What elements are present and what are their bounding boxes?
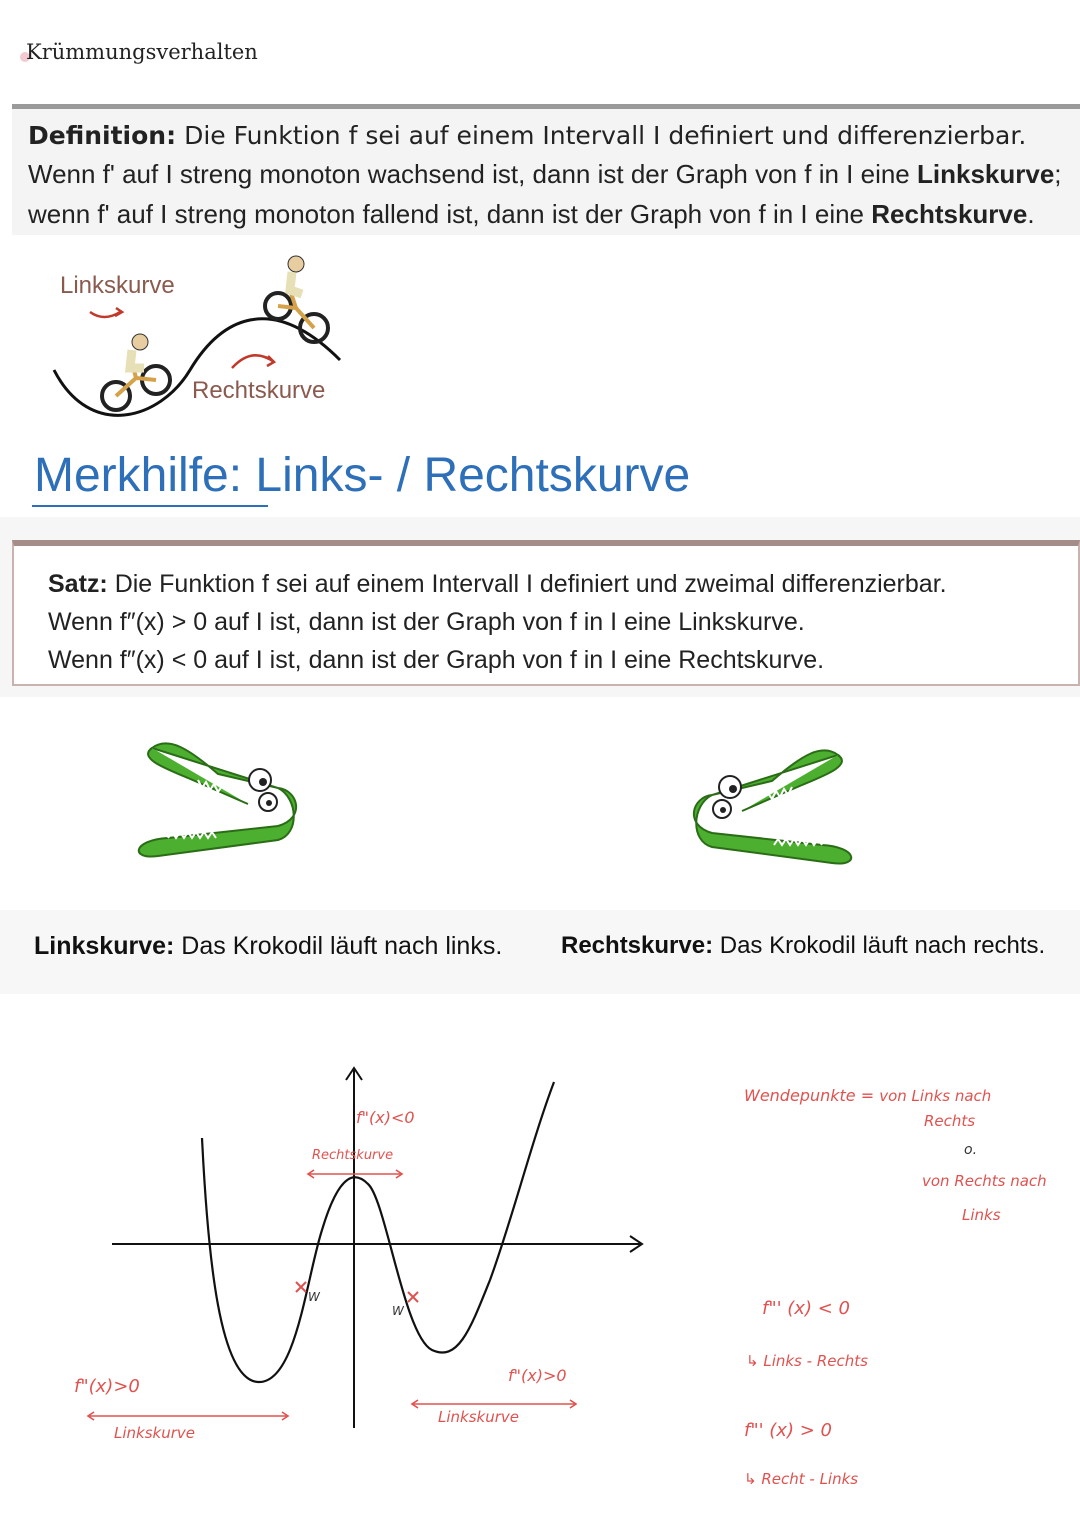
- caption-rechtskurve-bold: Rechtskurve:: [561, 932, 714, 959]
- sketch-top-label: Rechtskurve: [312, 1148, 394, 1163]
- cyclist-lower-icon: [102, 334, 170, 410]
- note-links: Links: [962, 1206, 1001, 1224]
- sketch-left-condition: f"(x)>0: [74, 1376, 140, 1397]
- cyclist-upper-icon: [265, 256, 328, 342]
- satz-label: Satz:: [48, 570, 108, 598]
- note-condition-1: f"' (x) < 0: [762, 1298, 850, 1319]
- definition-line-3: [28, 199, 1035, 230]
- merkhilfe-underline: [32, 505, 268, 507]
- sketch-top-condition: f"(x)<0: [356, 1108, 415, 1127]
- satz-box: [12, 540, 1080, 686]
- note-von-links-nach: von Links nach: [879, 1087, 992, 1105]
- note-oder: o.: [964, 1142, 978, 1158]
- crocodile-right-icon: [682, 735, 862, 871]
- merkhilfe-heading: Merkhilfe: Links- / Rechtskurve: [34, 449, 691, 502]
- caption-linkskurve-text: Das Krokodil läuft nach links.: [174, 932, 503, 960]
- sketch-right-label: Linkskurve: [438, 1408, 519, 1426]
- satz-line-2: Wenn f″(x) > 0 auf I ist, dann ist der Graph von f in I eine Linkskurve.: [48, 608, 805, 636]
- caption-linkskurve-bold: Linkskurve:: [34, 932, 175, 960]
- satz-line-3: Wenn f″(x) < 0 auf I ist, dann ist der Graph von f in I eine Rechtskurve.: [48, 646, 825, 674]
- sketch-inflection-label-1: W: [308, 1290, 320, 1304]
- bike-label-rechtskurve: Rechtskurve: [192, 377, 326, 404]
- caption-rechtskurve-text: Das Krokodil läuft nach rechts.: [713, 932, 1046, 959]
- definition-label: Definition:: [28, 121, 177, 150]
- note-rechts: Rechts: [924, 1112, 976, 1130]
- linkskurve-right-range-arrow: [412, 1400, 576, 1408]
- note-von-rechts-nach: von Rechts nach: [922, 1172, 1047, 1190]
- definition-line-2: [28, 159, 1062, 190]
- function-graph: [202, 1082, 554, 1382]
- note-wendepunkte-term: Wendepunkte =: [744, 1086, 875, 1105]
- note-result-2: ↳ Recht - Links: [744, 1470, 859, 1488]
- satz-text-1: Die Funktion f sei auf einem Intervall I definiert und zweimal differenzierbar.: [114, 570, 947, 598]
- linkskurve-left-range-arrow: [88, 1412, 288, 1420]
- caption-rechtskurve: [561, 932, 1045, 960]
- definition-box: [12, 104, 1080, 235]
- crocodile-left-icon: [128, 728, 308, 864]
- definition-line-1: [28, 121, 1026, 150]
- note-condition-2: f"' (x) > 0: [744, 1420, 832, 1441]
- sketch-left-label: Linkskurve: [114, 1424, 195, 1442]
- definition-text-2: Wenn f' auf I streng monoton wachsend ist, dann ist der Graph von f in I eine: [28, 159, 910, 189]
- definition-punct-3: .: [1027, 199, 1035, 229]
- definition-text-1: Die Funktion f sei auf einem Intervall I definiert und differenzierbar.: [184, 121, 1027, 150]
- definition-text-3: wenn f' auf I streng monoton fallend ist, dann ist der Graph von f in I eine: [28, 199, 865, 229]
- satz-line-1: [48, 570, 947, 599]
- definition-punct-2: ;: [1054, 159, 1062, 189]
- bike-label-linkskurve: Linkskurve: [60, 272, 175, 299]
- definition-bold-rechtskurve: Rechtskurve: [871, 199, 1028, 229]
- note-wendepunkte: [744, 1086, 991, 1105]
- inflection-marker-2-icon: [408, 1292, 418, 1302]
- sketch-right-condition: f"(x)>0: [508, 1366, 567, 1385]
- note-result-1: ↳ Links - Rechts: [746, 1352, 868, 1370]
- inflection-marker-1-icon: [296, 1282, 306, 1292]
- definition-bold-linkskurve: Linkskurve: [917, 159, 1055, 189]
- caption-linkskurve: [34, 932, 502, 961]
- sketch-inflection-label-2: W: [392, 1304, 404, 1318]
- page-title: Krümmungsverhalten: [26, 40, 258, 64]
